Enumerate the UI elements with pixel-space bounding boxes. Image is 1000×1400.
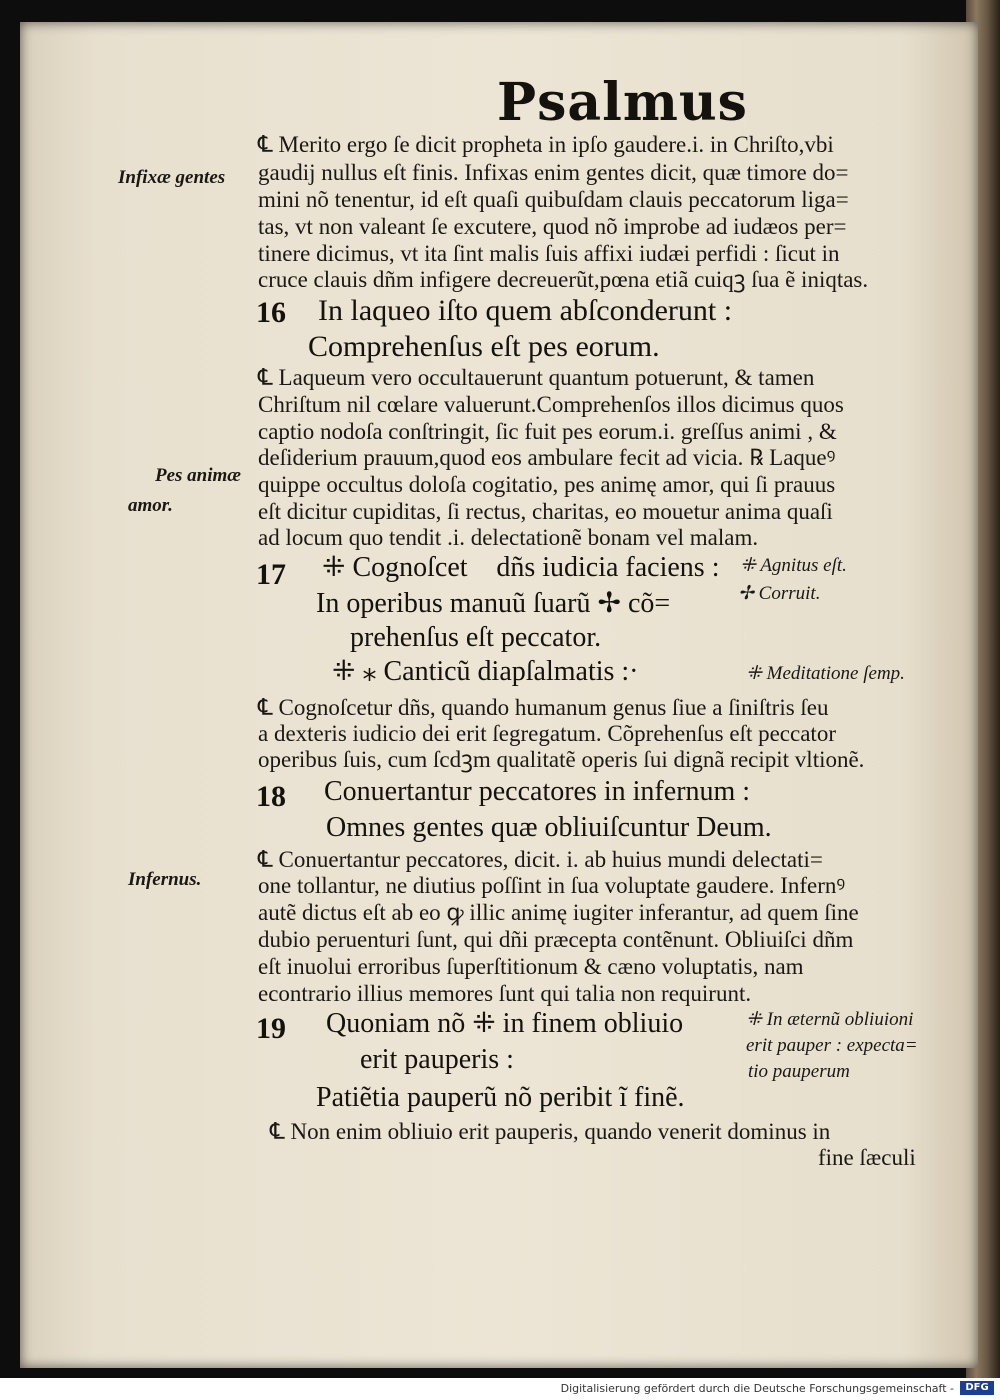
commentary-line: ℄ Laqueum vero occultauerunt quantum potuerunt, & tamen	[258, 365, 815, 390]
commentary-line: ad locum quo tendit .i. delectationẽ bonam vel malam.	[258, 525, 759, 550]
margin-note-amor: amor.	[128, 495, 173, 516]
commentary-line: eſt dicitur cupiditas, ſi rectus, charitas, eo mouetur anima quaſi	[258, 499, 833, 524]
verse-number: 16	[256, 296, 286, 329]
margin-note-infernus: Infernus.	[128, 869, 202, 890]
commentary-line: econtrario illius memores ſunt qui talia non requirunt.	[258, 981, 752, 1006]
dfg-logo: DFG	[960, 1381, 994, 1395]
verse-line: ⁜ Cognoſcetᷣ dñs iudicia faciens :	[322, 552, 720, 583]
commentary-line: fine ſæculi	[818, 1145, 916, 1170]
verse-number: 17	[256, 558, 286, 591]
verse-line: Comprehenſus eſt pes eorum.	[308, 330, 660, 363]
verse-line: ⁜ ⁎ Canticũ diapſalmatis :·	[332, 656, 639, 687]
commentary-line: autẽ dictus eſt ab eo ꝙ illic animę iugiter inferantur, ad quem ſine	[258, 900, 859, 925]
commentary-line: quippe occultus doloſa cogitatio, pes animę amor, qui ſi prauus	[258, 472, 836, 497]
verse-line: Quoniam nõ ⁜ in finem obliuio	[326, 1008, 684, 1039]
commentary-line: cruce clauis dñm infigere decreuerũt,pœna etiã cuiqꝫ ſua ẽ iniqtas.	[258, 267, 869, 292]
commentary-line: ℄ Conuertantur peccatores, dicit. i. ab huius mundi delectati=	[258, 847, 823, 872]
verse-note: ⁜ Meditatione ſemp.	[746, 663, 905, 684]
margin-note-pes-animae: Pes animæ	[155, 465, 242, 486]
commentary-line: operibus ſuis, cum ſcdꝫm qualitatẽ operis ſui dignã recipit vltionẽ.	[258, 747, 865, 772]
verse-number: 19	[256, 1012, 286, 1045]
footer-bar	[0, 1378, 1000, 1400]
verse-note: ✢ Corruit.	[738, 583, 821, 604]
commentary-line: one tollantur, ne diutius poſſint in ſua voluptate gaudere. Infernꝰ	[258, 873, 846, 898]
commentary-line: tas, vt non valeant ſe excutere, quod nõ improbe ad iudæos per=	[258, 214, 847, 239]
page-title: Psalmus	[497, 72, 748, 133]
verse-note: ⁜ In æternũ obliuioni	[746, 1009, 914, 1030]
commentary-line: eſt inuolui erroribus ſuperſtitionum & cæno voluptatis, nam	[258, 954, 804, 979]
commentary-line: ℄ Merito ergo ſe dicit propheta in ipſo gaudere.i. in Chriſto,vbi	[258, 132, 834, 157]
commentary-line: a dexteris iudicio dei erit ſegregatum. Cõprehenſus eſt peccator	[258, 721, 836, 746]
commentary-line: tinere dicimus, vt ita ſint malis ſuis affixi iudæi perfidi : ſicut in	[258, 241, 840, 266]
verse-line: erit pauperis :	[360, 1044, 514, 1075]
commentary-line: deſiderium prauum,quod eos ambulare fecit ad vicia. ℞ Laqueꝰ	[258, 445, 836, 470]
funding-note: Digitalisierung gefördert durch die Deutsche Forschungsgemeinschaft -	[560, 1382, 954, 1395]
verse-note: tio pauperum	[748, 1061, 850, 1082]
verse-line: In laqueo iſto quem abſconderunt :	[318, 294, 733, 327]
commentary-line: ℄ Cognoſcetur dñs, quando humanum genus ſiue a ſiniſtris ſeu	[258, 695, 829, 720]
verse-line: Omnes gentes quæ obliuiſcuntur Deum.	[326, 812, 772, 843]
verse-line: prehenſus eſt peccator.	[350, 622, 602, 653]
verse-line: Patiẽtia pauperũ nõ peribit ĩ finẽ.	[316, 1082, 685, 1113]
commentary-line: mini nõ tenentur, id eſt quaſi quibuſdam clauis peccatorum liga=	[258, 187, 849, 212]
commentary-line: ℄ Non enim obliuio erit pauperis, quando venerit dominus in	[270, 1119, 831, 1144]
commentary-line: captio nodoſa conſtringit, ſic fuit pes eorum.i. greſſus animi , &	[258, 419, 837, 444]
verse-note: erit pauper : expecta=	[746, 1035, 918, 1056]
commentary-line: gaudij nullus eſt finis. Infixas enim gentes dicit, quæ timore do=	[258, 160, 849, 185]
margin-note-infixae-gentes: Infixæ gentes	[118, 167, 226, 188]
verse-line: Conuertantur peccatores in infernum :	[324, 776, 751, 807]
commentary-line: Chriſtum nil cœlare valuerunt.Comprehenſos illos dicimus quos	[258, 392, 844, 417]
verse-line: In operibus manuũ ſuarũ ✢ cõ=	[316, 588, 671, 619]
verse-number: 18	[256, 780, 286, 813]
commentary-line: dubio peruenturi ſunt, qui dñi præcepta contẽnunt. Obliuiſci dñm	[258, 927, 854, 952]
verse-note: ⁜ Agnitus eſt.	[740, 555, 847, 576]
